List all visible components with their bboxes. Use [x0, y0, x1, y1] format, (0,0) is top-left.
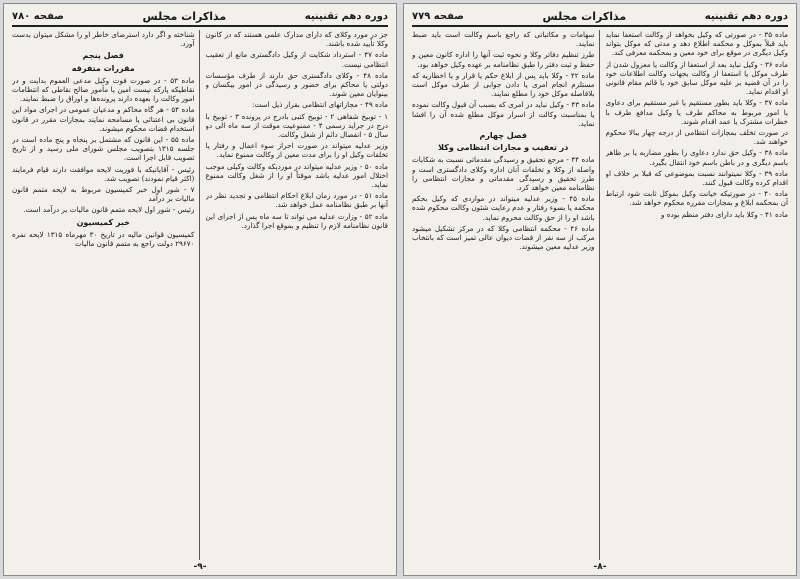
paragraph: در صورت تخلف بمجازات انتظامی از درجه چهار ببالا محکوم خواهند شد.: [605, 128, 788, 147]
page-number-label: صفحه ۷۸۰: [12, 11, 64, 22]
paragraph: وزیر عدلیه میتواند در صورت احراز سوء اعمال و رفتار یا تخلفات وکیل او را برای مدت معین از وکالت ممنوع نماید.: [205, 141, 388, 160]
paragraph: ماده ۵۳ - در صورت فوت وکیل مدعی العموم بدایت و در نقاطیکه پارکه نیست امین یا مأمور صالح نقاطی که انتظامات امور وکالت را بعهده دارند پرونده‌ها و اوراق را ضبط نمایند.: [12, 75, 195, 104]
paragraph: رئیس - شور اول لایحه متمم قانون مالیات بر درآمد است.: [23, 205, 195, 215]
page-title: مذاکرات مجلس: [142, 10, 227, 23]
text-column-left: [12, 30, 200, 560]
paragraph: ماده ۴۷ - استرداد شکایت از وکیل دادگستری مانع از تعقیب انتظامی نیست.: [205, 50, 388, 69]
section-heading: در تعقیب و مجازات انتظامی وکلا: [438, 143, 569, 153]
text-column-right: [206, 30, 389, 560]
paragraph: جز در مورد وکلای که دارای مدارک علمی هستند که در کانون وکلا تأیید شده باشند.: [205, 30, 388, 49]
page-title: مذاکرات مجلس: [542, 10, 627, 23]
paragraph: ماده ۴۹ - مجازاتهای انتظامی بقرار ذیل است:: [252, 100, 388, 110]
left-page-columns: [12, 30, 388, 560]
left-page: [3, 3, 397, 576]
text-column-left: [412, 30, 600, 560]
section-heading: فصل پنجم: [82, 51, 124, 61]
paragraph: طرز تنظیم دفاتر وکلا و نحوه ثبت آنها را اداره کانون معین و حفظ و ثبت دفتر را طبق نظامنامه بر عهده وکیل خواهد بود.: [412, 50, 595, 69]
paragraph: سهامات و مکاتباتی که راجع باسم وکالت است باید ضبط نمایند.: [412, 30, 595, 49]
section-heading: خبر کمیسیون: [76, 217, 130, 227]
paragraph: ماده ۵۴ - هر گاه محاکم و مدعیان عمومی در اجرای مواد این قانون بی اعتنائی یا مسامحه نمایند بمجازات مقرر در قانون استخدام قضات محکوم میشوند.: [12, 105, 195, 133]
paragraph: ۱ - توبیخ شفاهی ۲ - توبیخ کتبی بادرج در پرونده ۳ - توبیخ با درج در جراید رسمی ۴ - ممنوعیت موقت از سه ماه الی دو سال ۵ - انفصال دائم از شغل وکالت.: [205, 111, 388, 140]
paragraph: ماده ۳۷ - وکلا باید بطور مستقیم یا غیر مستقیم برای دعاوی یا امور مربوط به محاکم طرف یا وکیل مدافع طرف با خطرات مشترک یا عمد اقدام شوند.: [605, 98, 788, 126]
paragraph: ماده ۵۰ - وزیر عدلیه میتواند در موردیکه وکالت وکیلی موجب اختلال امور عدلیه باشد موقتاً او را از شغل وکالت ممنوع نماید.: [205, 161, 388, 190]
paragraph: ماده ۴۵ - وزیر عدلیه میتواند در مواردی که وکیل بحکم محکمه یا بسوء رفتار و عدم رعایت شئون وکالت محکوم شده باشد او را از حق وکالت محروم نماید.: [412, 194, 595, 222]
paragraph: ماده ۴۳ - وکیل نباید در امری که بسبب آن قبول وکالت نموده یا بمناسبت وکالت از اسرار موکل مطلع شده آن را افشا نماید.: [412, 100, 595, 128]
right-page-columns: [412, 30, 788, 560]
text-column-right: [606, 30, 789, 560]
paragraph: ۷ - شور اول خبر کمیسیون مربوط به لایحه متمم قانون مالیات بر درآمد: [12, 185, 195, 204]
session-label: دوره دهم تقنینیه: [704, 11, 788, 22]
page-footer-number: -۸-: [593, 562, 607, 572]
paragraph: ماده ۴۴ - مرجع تحقیق و رسیدگی مقدماتی نسبت به شکایات واصله از وکلا و تخلفات آنان اداره وکلای دادگستری است و طرز تحقیق و رسیدگی مقدماتی و مجازات انتظامی را نظامنامه معین خواهد کرد.: [412, 155, 595, 193]
page-footer-number: -۹-: [193, 562, 207, 572]
paragraph: کمیسیون قوانین مالیه در تاریخ ۳۰ مهرماه ۱۳۱۵ لایحه نمره ۲۹۶۷۰ دولت راجع به متمم قانون مالیات: [12, 229, 195, 249]
right-page-header: [412, 10, 788, 27]
paragraph: رئیس - آقایانیکه با فوریت لایحه موافقت دارند قیام فرمایند (اکثر قیام نمودند) تصویب شد.: [12, 164, 195, 183]
paragraph: شناخته و اگر دارد استرضای خاطر او را مشکل میتوان بدست آورد.: [12, 30, 195, 49]
paragraph: ماده ۳۶ - وکیل نباید بعد از استعفا از وکالت یا معزول شدن از طرف موکل یا استعفا از وکالت بجهات وکالت اطلاعات خود را در آن قضیه بر علیه موکل سابق خود یا قائم مقام قانونی او اقدام نماید.: [605, 59, 788, 97]
paragraph: ماده ۵۱ - در مورد زمان ابلاغ احکام انتظامی و تجدید نظر در آنها بر طبق نظامنامه عمل خواهد شد.: [205, 191, 388, 210]
paragraph: ماده ۴۸ - وکلای دادگستری حق دارند از طرف مؤسسات دولتی یا محاکم برای حضور و رسیدگی در امور بیکسان و بینوایان معین شوند.: [205, 70, 388, 99]
paragraph: ماده ۳۵ - در صورتی که وکیل بخواهد از وکالت استعفا نماید باید قبلاً بموکل و محکمه اطلاع دهد و مدتی که موکل بتواند وکیل دیگری در موقع برای خود معین و بمحکمه معرفی کند.: [605, 30, 788, 58]
session-label: دوره دهم تقنینیه: [304, 11, 388, 22]
section-heading: مقررات متفرقه: [71, 63, 135, 73]
paragraph: ماده ۳۹ - وکلا نمیتوانند نسبت بموضوعی که قبلا بر خلاف او اقدام کرده وکالت قبول کنند.: [605, 168, 788, 188]
paragraph: ماده ۵۵ - این قانون که مشتمل بر پنجاه و پنج ماده است در جلسه ۱۳۱۵ بتصویب مجلس شورای ملی رسید و از تاریخ تصویب قابل اجرا است.: [12, 135, 195, 163]
paragraph: ماده ۴۱ - وکلا باید دارای دفتر منظم بوده و: [661, 209, 788, 219]
paragraph: ماده ۳۸ - وکیل حق ندارد دعاوی را بطور مضاربه یا بر ظاهر باسم دیگری و در باطن باسم خود انتقال بگیرد.: [605, 148, 788, 167]
left-page-header: [12, 10, 388, 27]
paragraph: ماده ۴۰ - در صورتیکه خیانت وکیل بموکل ثابت شود ارتباط آن بمحکمه ابلاغ و بمجازات مقرره محکوم خواهد شد.: [605, 189, 788, 208]
paragraph: ماده ۵۲ - وزارت عدلیه می تواند تا سه ماه پس از اجرای این قانون نظامنامه لازم را تنظیم و بموقع اجرا گذارد.: [205, 211, 388, 230]
paragraph: ماده ۴۶ - محکمه انتظامی وکلا که در مرکز تشکیل میشود مرکب از سه نفر از قضات دیوان عالی تمیز است که بانتخاب وزیر عدلیه معین میشوند.: [412, 223, 595, 252]
page-number-label: صفحه ۷۷۹: [412, 11, 464, 22]
section-heading: فصل چهارم: [479, 131, 528, 141]
right-page: [403, 3, 797, 576]
paragraph: ماده ۴۲ - وکلا باید پس از ابلاغ حکم یا قرار و یا اخطاریه که مستلزم انجام امری یا دادن جوابی از طرف موکل است بلافاصله موکل خود را مطلع نمایند.: [412, 70, 595, 99]
